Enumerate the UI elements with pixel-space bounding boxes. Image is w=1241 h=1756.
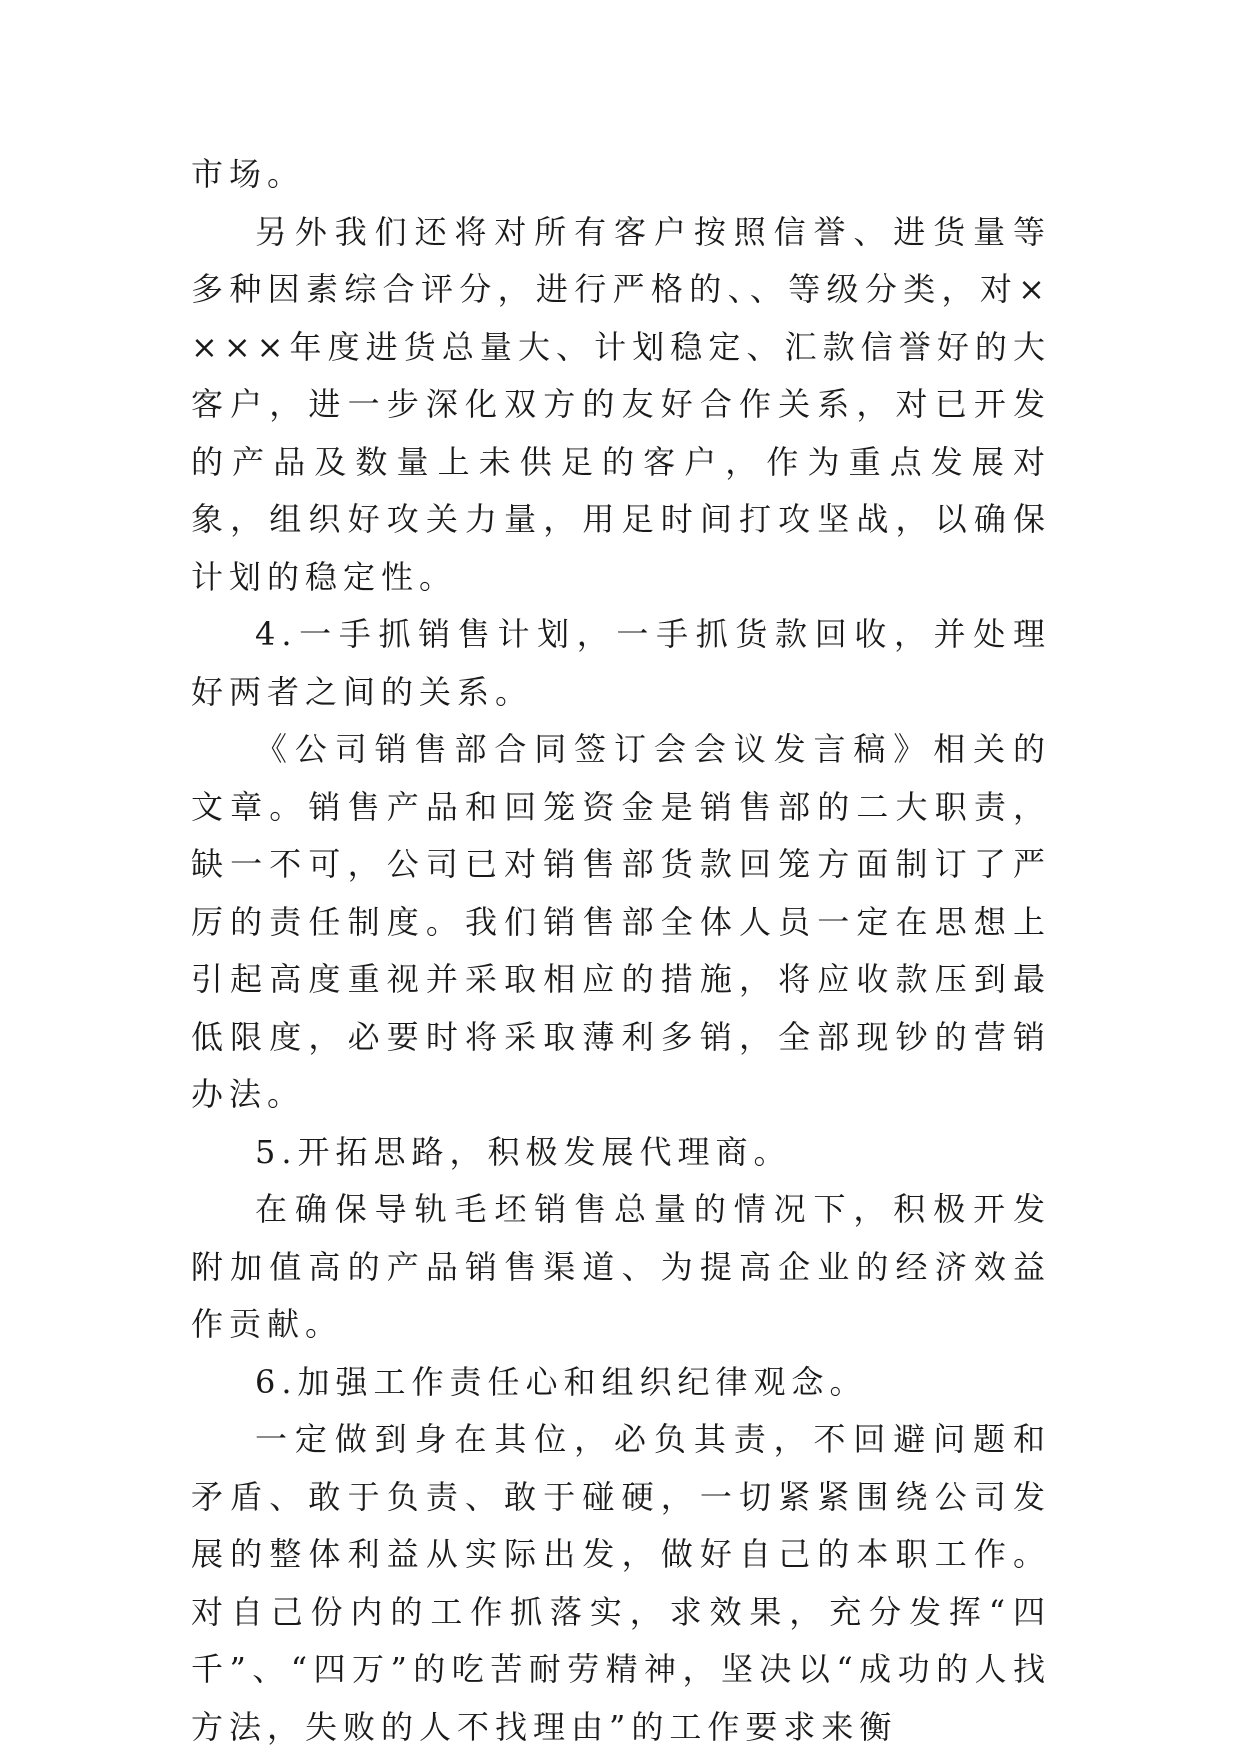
paragraph-5: 5.开拓思路，积极发展代理商。 bbox=[255, 1132, 792, 1171]
paragraph-8: 一定做到身在其位，必负其责，不回避问题和矛盾、敢于负责、敢于碰硬，一切紧紧围绕公司发展的整体利益从实际出发，做好自己的本职工作。对自己份内的工作抓落实，求效果，充分发挥“四千”、“四万”的吃苦耐劳精神，坚决以“成功的人找方法，失败的人不找理由”的工作要求来衡 bbox=[191, 1420, 1051, 1746]
paragraph-3: 4.一手抓销售计划，一手抓货款回收，并处理好两者之间的关系。 bbox=[191, 615, 1051, 711]
paragraph-2: 另外我们还将对所有客户按照信誉、进货量等多种因素综合评分，进行严格的、、等级分类，对××××年度进货总量大、计划稳定、汇款信誉好的大客户，进一步深化双方的友好合作关系，对已开发的产品及数量上未供足的客户，作为重点发展对象，组织好攻关力量，用足时间打攻坚战，以确保计划的稳定性。 bbox=[191, 212, 1051, 596]
paragraph-7: 6.加强工作责任心和组织纪律观念。 bbox=[255, 1362, 868, 1401]
document-body bbox=[191, 146, 1051, 1756]
paragraph-6: 在确保导轨毛坯销售总量的情况下，积极开发附加值高的产品销售渠道、为提高企业的经济效益作贡献。 bbox=[191, 1190, 1051, 1343]
paragraph-4: 《公司销售部合同签订会会议发言稿》相关的文章。销售产品和回笼资金是销售部的二大职责，缺一不可，公司已对销售部货款回笼方面制订了严厉的责任制度。我们销售部全体人员一定在思想上引起高度重视并采取相应的措施，将应收款压到最低限度，必要时将采取薄利多销，全部现钞的营销办法。 bbox=[191, 730, 1051, 1113]
paragraph-1: 市场。 bbox=[191, 155, 306, 193]
